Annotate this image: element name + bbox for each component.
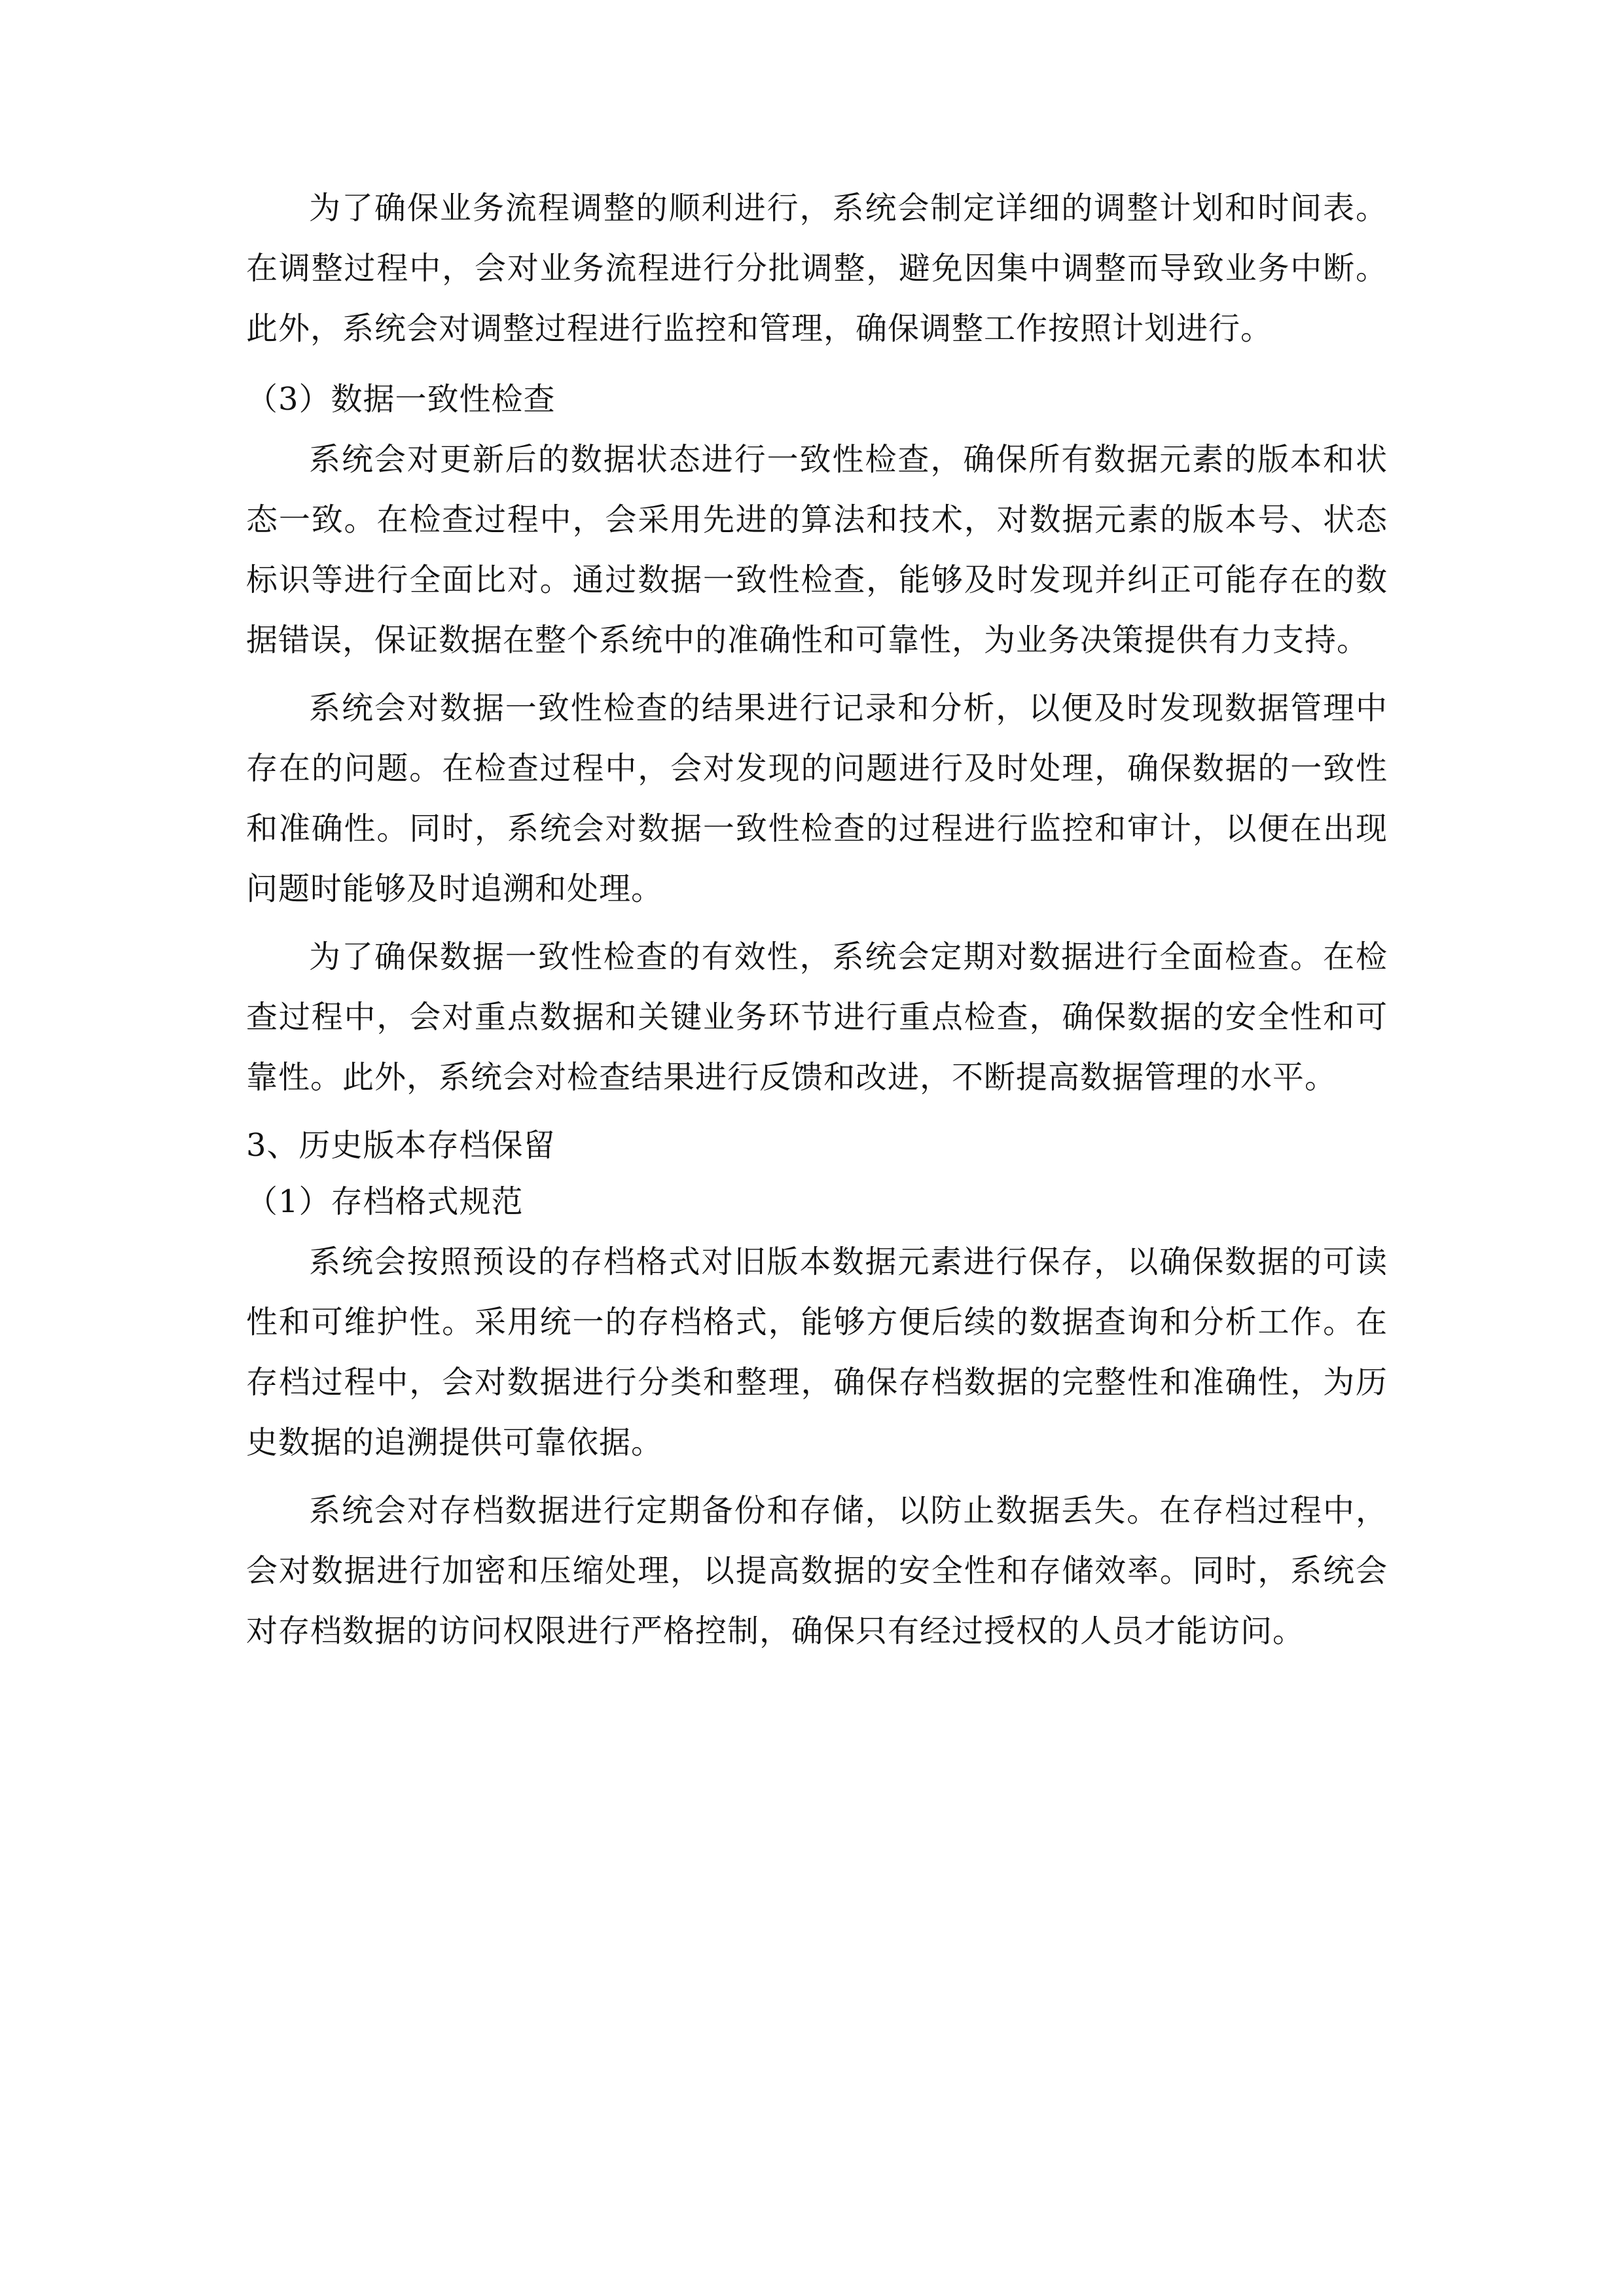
paragraph-consistency-check-overview: 系统会对更新后的数据状态进行一致性检查，确保所有数据元素的版本和状态一致。在检查过程中，会采用先进的算法和技术，对数据元素的版本号、状态标识等进行全面比对。通过数据一致性检查，能够及时发现并纠正可能存在的数据错误，保证数据在整个系统中的准确性和可靠性，为业务决策提供有力支持。 [246,441,1388,658]
paragraph-archive-backup: 系统会对存档数据进行定期备份和存储，以防止数据丢失。在存档过程中，会对数据进行加密和压缩处理，以提高数据的安全性和存储效率。同时，系统会对存档数据的访问权限进行严格控制，确保只有经过授权的人员才能访问。 [246,1492,1388,1649]
paragraph-consistency-check-records: 系统会对数据一致性检查的结果进行记录和分析，以便及时发现数据管理中存在的问题。在检查过程中，会对发现的问题进行及时处理，确保数据的一致性和准确性。同时，系统会对数据一致性检查的过程进行监控和审计，以便在出现问题时能够及时追溯和处理。 [246,690,1388,907]
heading-history-version-archive: 3、历史版本存档保留 [246,1127,556,1164]
heading-archive-format-spec: （1）存档格式规范 [246,1183,524,1220]
heading-data-consistency-check: （3）数据一致性检查 [246,381,556,418]
paragraph-archive-format: 系统会按照预设的存档格式对旧版本数据元素进行保存，以确保数据的可读性和可维护性。采用统一的存档格式，能够方便后续的数据查询和分析工作。在存档过程中，会对数据进行分类和整理，确保存档数据的完整性和准确性，为历史数据的追溯提供可靠依据。 [246,1244,1388,1461]
paragraph-process-adjustment-plan: 为了确保业务流程调整的顺利进行，系统会制定详细的调整计划和时间表。在调整过程中，会对业务流程进行分批调整，避免因集中调整而导致业务中断。此外，系统会对调整过程进行监控和管理，确保调整工作按照计划进行。 [246,190,1388,347]
document-body [246,178,1388,1669]
paragraph-consistency-check-periodic: 为了确保数据一致性检查的有效性，系统会定期对数据进行全面检查。在检查过程中，会对重点数据和关键业务环节进行重点检查，确保数据的安全性和可靠性。此外，系统会对检查结果进行反馈和改进，不断提高数据管理的水平。 [246,939,1388,1096]
